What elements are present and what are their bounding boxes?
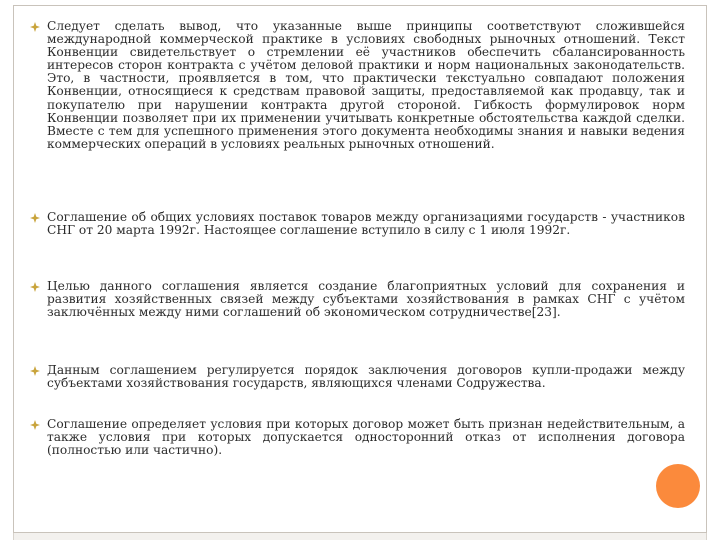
- four-point-star-icon: [30, 420, 40, 430]
- bullet-text: Данным соглашением регулируется порядок заключения договоров купли-продажи между субъектами хозяйствования государств, являющихся членами Содружества.: [47, 363, 685, 391]
- bullet-text: Соглашение определяет условия при которых договор может быть признан недействительным, а также условия при которых допускается односторонний отказ от исполнения договора (полностью или частично).: [47, 417, 685, 458]
- bottom-strip: [13, 533, 707, 540]
- bullet-text: Следует сделать вывод, что указанные выше принципы соответствуют сложившейся международной коммерческой практике в условиях свободных рыночных отношений. Текст Конвенции свидетельствует о стремлении её участников обеспечить сбалансированность интересов сторон контракта с учётом деловой практики и норм национальных законодательств. Это, в частности, проявляется в том, что практически текстуально совпадают положения Конвенции, относящиеся к средствам правовой защиты, предоставляемой как продавцу, так и покупателю при нарушении контракта другой стороной. Гибкость формулировок норм Конвенции позволяет при их применении учитывать конкретные обстоятельства каждой сделки. Вместе с тем для успешного применения этого документа необходимы знания и навыки ведения коммерческих операций в условиях реальных рыночных отношений.: [47, 19, 685, 151]
- slide-frame: [13, 5, 707, 533]
- four-point-star-icon: [30, 282, 40, 292]
- four-point-star-icon: [30, 213, 40, 223]
- bullet-text: Целью данного соглашения является создание благоприятных условий для сохранения и развития хозяйственных связей между субъектами хозяйствования в рамках СНГ с учётом заключённых между ними соглашений об экономическом сотрудничестве[23].: [47, 279, 685, 320]
- bullet-text: Соглашение об общих условиях поставок товаров между организациями государств - участников СНГ от 20 марта 1992г. Настоящее соглашение вступило в силу с 1 июля 1992г.: [47, 210, 685, 238]
- orange-circle-decoration: [656, 464, 700, 508]
- four-point-star-icon: [30, 22, 40, 32]
- bullet-list: [14, 6, 708, 534]
- four-point-star-icon: [30, 366, 40, 376]
